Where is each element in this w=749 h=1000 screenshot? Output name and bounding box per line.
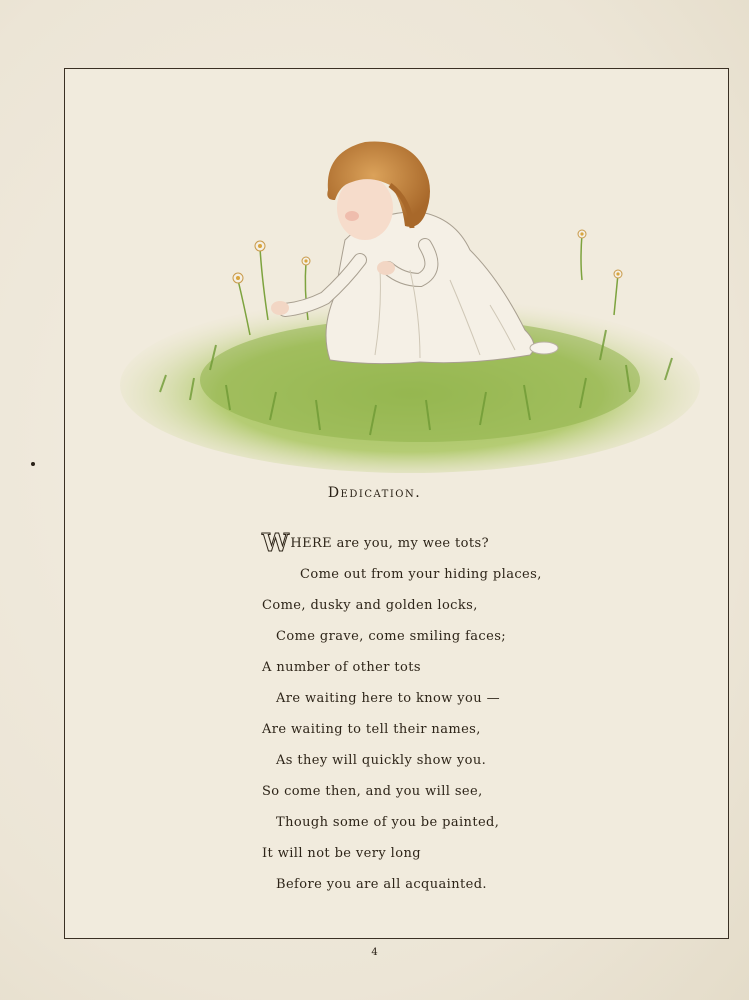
poem-line: Come grave, come smiling faces; — [276, 629, 507, 644]
poem-line: As they will quickly show you. — [276, 753, 487, 768]
child-hand — [271, 301, 289, 315]
poem-line-text: HERE are you, my wee tots? — [290, 536, 489, 551]
poem-line: It will not be very long — [262, 846, 421, 861]
poem-line: Are waiting here to know you — — [276, 691, 500, 706]
ink-speck — [31, 462, 35, 466]
poem-line: So come then, and you will see, — [262, 784, 483, 799]
child-face — [337, 176, 393, 240]
child-picking-daisies-illustration — [120, 130, 700, 475]
poem-line: Come out from your hiding places, — [300, 567, 542, 582]
poem-line — [262, 528, 489, 557]
poem-line: Before you are all acquainted. — [276, 877, 487, 892]
poem-line: Are waiting to tell their names, — [262, 722, 481, 737]
drop-cap: W — [262, 528, 290, 557]
poem-line: Come, dusky and golden locks, — [262, 598, 478, 613]
page-title: Dedication. — [327, 485, 422, 501]
poem-line: Though some of you be painted, — [276, 815, 500, 830]
poem-line: A number of other tots — [262, 660, 421, 675]
page-number: 4 — [371, 947, 378, 958]
